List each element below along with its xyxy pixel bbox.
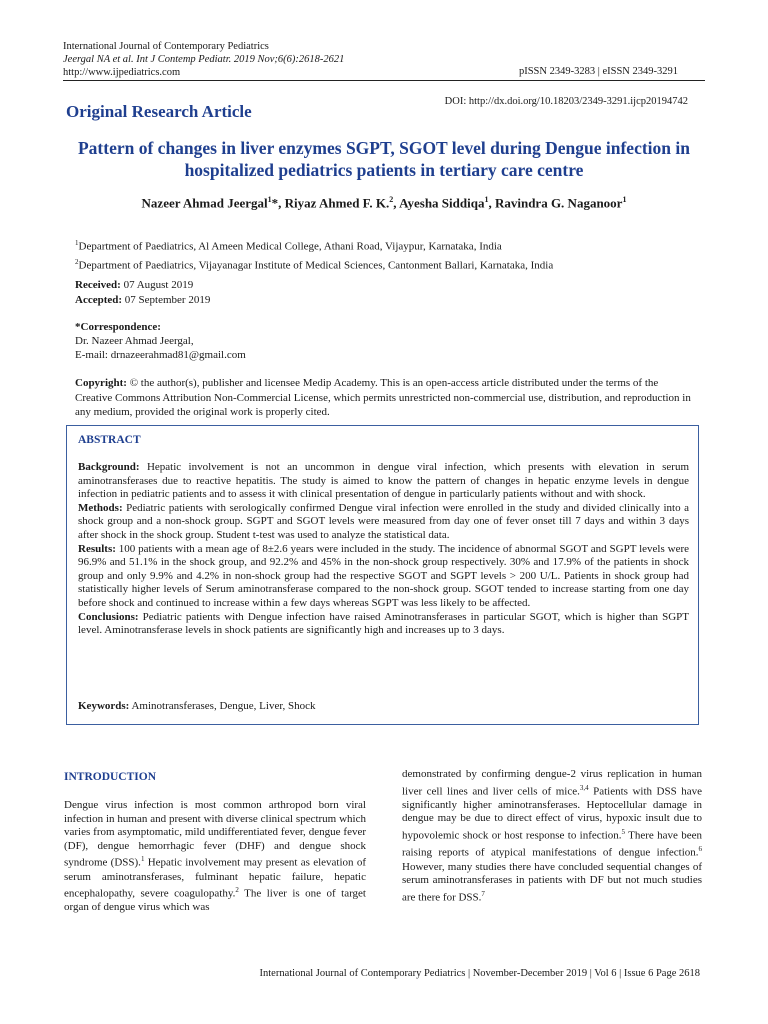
author-separator: *, — [271, 195, 285, 211]
affiliation-text: Department of Paediatrics, Al Ameen Medical College, Athani Road, Vijaypur, Karnataka, India — [78, 240, 502, 253]
header-divider — [63, 80, 705, 81]
affiliation-line — [75, 255, 553, 274]
abstract-section — [78, 461, 689, 502]
abstract-section-text: Pediatric patients with Dengue infection have raised Aminotransferases in particular SGOT, which is higher than SGPT level. Aminotransferase levels in shock patients are significantly high and increases up to 3 days. — [78, 610, 689, 637]
abstract-section-label: Results: — [78, 542, 116, 555]
keywords-text: Aminotransferases, Dengue, Liver, Shock — [131, 700, 316, 712]
body-text: Dengue virus infection is most common arthropod born viral infection in human and present with diverse clinical spectrum which varies from asymptomatic, mild undifferentiated fever, dengue fever (DF), dengue hemorrhagic fever (DHF) and dengue shock syndrome (DSS). — [64, 799, 366, 870]
abstract-section — [78, 611, 689, 638]
copyright-notice — [75, 376, 693, 420]
paper-title: Pattern of changes in liver enzymes SGPT, SGOT level during Dengue infection in hospitalized pediatrics patients in tertiary care centre — [77, 138, 690, 180]
author-name: Ravindra G. Naganoor — [494, 195, 623, 211]
body-text: demonstrated by confirming dengue-2 virus replication in human liver cell lines and liver cells of mice. — [402, 768, 702, 798]
issn: pISSN 2349-3283 | eISSN 2349-3291 — [518, 66, 678, 77]
keywords — [78, 700, 316, 712]
affiliation-mark: 2 — [75, 257, 79, 266]
citation-ref: 6 — [698, 845, 702, 854]
citation-ref: 5 — [621, 828, 625, 837]
author-separator: , — [488, 195, 495, 211]
abstract-section-text: Pediatric patients with serologically confirmed Dengue viral infection were enrolled in the study and divided clinically into a shock group and a non-shock group. SGPT and SGOT levels were measured from day one of fever onset till 7 days and within 3 days after shock in the shock group. Student t-test was used to analyze the statistical data. — [78, 501, 689, 541]
affiliation-mark: 1 — [75, 239, 79, 247]
citation-ref: 2 — [235, 886, 239, 895]
author-affiliation-mark: 2 — [389, 195, 394, 204]
abstract-section — [78, 543, 689, 611]
journal-website-link[interactable]: http://www.ijpediatrics.com — [63, 67, 181, 78]
correspondence — [75, 320, 246, 362]
abstract-heading: ABSTRACT — [78, 434, 141, 446]
page-footer: International Journal of Contemporary Pediatrics | November-December 2019 | Vol 6 | Issue 6 Page 2618 — [259, 968, 700, 979]
author-name: Riyaz Ahmed F. K. — [284, 195, 390, 211]
body-text: Patients with DSS have significantly higher aminotransferases. Heptocellular damage in dengue may be due to direct effect of virus, hypoxic insult due to hypovolemic shock or host response to infection. — [402, 785, 702, 842]
received-date: 07 August 2019 — [123, 279, 194, 291]
journal-header — [63, 40, 344, 79]
article-type: Original Research Article — [66, 102, 252, 121]
correspondence-email[interactable]: E-mail: drnazeerahmad81@gmail.com — [75, 349, 246, 361]
copyright-label: Copyright: — [75, 377, 127, 389]
keywords-label: Keywords: — [78, 700, 130, 712]
accepted-date: 07 September 2019 — [124, 294, 211, 306]
body-text: There have been raising reports of atypical manifestations of dengue infection. — [402, 829, 702, 859]
correspondence-label: *Correspondence: — [75, 321, 161, 333]
affiliation-line — [75, 236, 553, 255]
journal-name: International Journal of Contemporary Pediatrics — [63, 41, 269, 52]
abstract-section-label: Methods: — [78, 501, 123, 514]
body-text: However, many studies there have concluded sequential changes of serum aminotransferases in patients with DF but not much studies are there for DSS. — [402, 860, 702, 904]
doi-link[interactable]: DOI: http://dx.doi.org/10.18203/2349-3291.ijcp20194742 — [444, 96, 688, 107]
author-name: Nazeer Ahmad Jeergal — [141, 195, 268, 211]
citation-ref: 3,4 — [579, 783, 589, 792]
received-label: Received: — [75, 279, 121, 291]
abstract-section-text: 100 patients with a mean age of 8±2.6 years were included in the study. The incidence of abnormal SGOT and SGPT levels were 96.9% and 51.1% in the shock group, and 92.2% and 45% in the non-shock group respectively. 30% and 17.9% of the patients in shock group and only 9.9% and 4.2% in non-shock group had the respective SGOT and SGPT levels > 200 U/L. Patients in shock group had statistically higher levels of Serum aminotransferase compared to the non-shock group. SGOT tended to increase starting from one day before shock and continued to increase within a few days whereas SGPT was less likely to be affected. — [78, 542, 690, 609]
copyright-text: © the author(s), publisher and licensee Medip Academy. This is an open-access article distributed under the terms of the Creative Commons Attribution Non-Commercial License, which permits unrestricted non-commercial use, distribution, and reproduction in any medium, provided the original work is properly cited. — [75, 377, 691, 418]
affiliation-text: Department of Paediatrics, Vijayanagar Institute of Medical Sciences, Cantonment Ballari, Karnataka, India — [78, 259, 554, 272]
abstract-section-text: Hepatic involvement is not an uncommon in dengue viral infection, which presents with elevation in serum aminotransferases due to reactive hepatitis. The study is aimed to know the pattern of changes in hepatic enzyme levels in dengue infection in pediatric patients and to assess it with clinical presentation of dengue in particularly patients without and with shock. — [78, 461, 689, 501]
author-affiliation-mark: 1 — [622, 195, 627, 204]
abstract-section-label: Background: — [78, 461, 140, 473]
body-text: Hepatic involvement may present as elevation of serum aminotransferases, fulminant hepatic failure, hepatic encephalopathy, severe coagulopathy. — [64, 857, 366, 900]
author-list — [40, 195, 728, 211]
introduction-left-column — [64, 799, 366, 915]
author-separator: , — [393, 195, 400, 211]
body-text: The liver is one of target organ of dengue virus which was — [64, 887, 366, 914]
abstract-section-label: Conclusions: — [78, 610, 139, 623]
article-dates — [75, 278, 210, 308]
affiliations — [75, 236, 553, 273]
author-affiliation-mark: 1 — [267, 195, 272, 204]
introduction-right-column — [402, 768, 702, 905]
correspondence-name: Dr. Nazeer Ahmad Jeergal, — [75, 335, 194, 347]
citation-ref: 7 — [481, 889, 485, 898]
accepted-label: Accepted: — [75, 294, 123, 306]
author-affiliation-mark: 1 — [484, 195, 489, 204]
author-name: Ayesha Siddiqa — [399, 195, 485, 211]
introduction-heading: INTRODUCTION — [64, 771, 157, 783]
citation-ref: 1 — [140, 855, 145, 864]
citation: Jeergal NA et al. Int J Contemp Pediatr. 2019 Nov;6(6):2618-2621 — [63, 54, 345, 65]
abstract-body — [78, 461, 689, 638]
abstract-section — [78, 502, 689, 543]
